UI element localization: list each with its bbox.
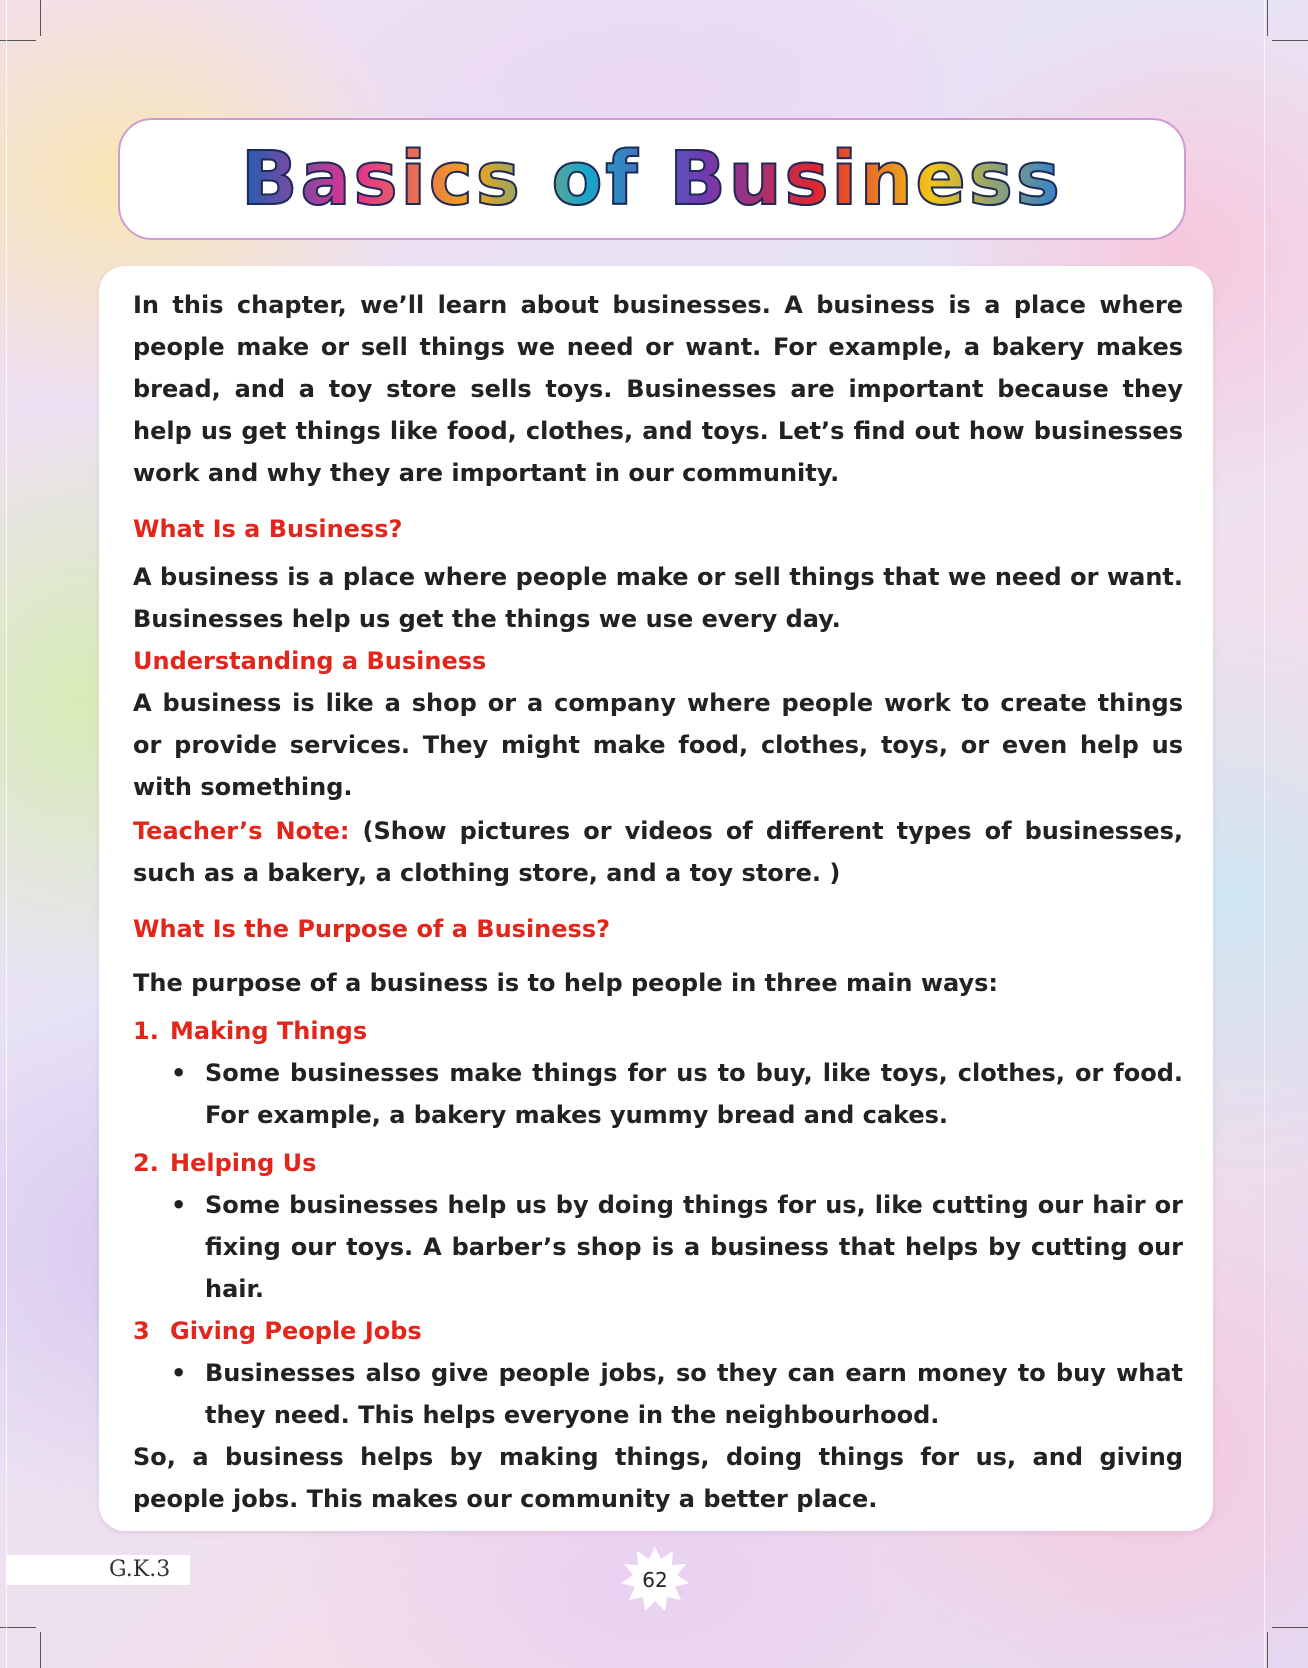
crop-mark	[1272, 40, 1308, 41]
bullet-text: Some businesses help us by doing things for us, like cutting our hair or fixing our toys. A barber’s shop is a business that helps by cutting our hair.	[205, 1191, 1183, 1303]
page-trim-edge	[6, 0, 7, 1668]
bullet-item	[171, 1352, 1183, 1436]
page-number: 62	[642, 1568, 668, 1592]
intro-paragraph: In this chapter, we’ll learn about businesses. A business is a place where people make or sell things we need or want. For example, a bakery makes bread, and a toy store sells toys. Businesses are important because they help us get things like food, clothes, and toys. Let’s find out how businesses work and why they are important in our community.	[133, 291, 1183, 487]
crop-mark	[1267, 0, 1268, 36]
list-item-title: Giving People Jobs	[170, 1317, 422, 1345]
list-number: 3	[133, 1317, 150, 1345]
page-title: Basics of Business	[241, 136, 1063, 222]
teacher-note	[133, 810, 1183, 894]
bullet-icon: •	[171, 1191, 187, 1219]
heading-understanding-business: Understanding a Business	[133, 647, 487, 675]
teacher-note-text: (Show pictures or videos of different types of businesses, such as a bakery, a clothing store, and a toy store. )	[133, 817, 1183, 887]
book-label: G.K.3	[6, 1555, 190, 1585]
bullet-icon: •	[171, 1059, 187, 1087]
list-item-helping-us	[133, 1142, 1183, 1184]
page-trim-edge	[1264, 0, 1265, 1668]
content-card	[99, 266, 1213, 1531]
conclusion-paragraph: So, a business helps by making things, doing things for us, and giving people jobs. This makes our community a better place.	[133, 1443, 1183, 1513]
bullet-item	[171, 1052, 1183, 1136]
bullet-text: Some businesses make things for us to buy, like toys, clothes, or food. For example, a bakery makes yummy bread and cakes.	[205, 1059, 1183, 1129]
what-is-business-text: A business is a place where people make or sell things that we need or want. Businesses help us get the things we use every day.	[133, 563, 1183, 633]
understanding-business-text: A business is like a shop or a company where people work to create things or provide services. They might make food, clothes, toys, or even help us with something.	[133, 689, 1183, 801]
list-item-title: Helping Us	[170, 1149, 317, 1177]
list-number: 1.	[133, 1017, 159, 1045]
crop-mark	[40, 0, 41, 36]
heading-purpose-of-business: What Is the Purpose of a Business?	[133, 915, 611, 943]
purpose-intro: The purpose of a business is to help people in three main ways:	[133, 969, 998, 997]
crop-mark	[1272, 1627, 1308, 1628]
bullet-icon: •	[171, 1359, 187, 1387]
crop-mark	[1267, 1632, 1268, 1668]
teacher-note-label: Teacher’s Note:	[133, 817, 350, 845]
list-item-giving-jobs	[133, 1310, 1183, 1352]
list-number: 2.	[133, 1149, 159, 1177]
title-banner	[118, 118, 1186, 240]
bullet-item	[171, 1184, 1183, 1310]
heading-what-is-business: What Is a Business?	[133, 515, 403, 543]
crop-mark	[40, 1632, 41, 1668]
list-item-making-things	[133, 1010, 1183, 1052]
page-number-badge	[620, 1545, 690, 1615]
bullet-text: Businesses also give people jobs, so they can earn money to buy what they need. This helps everyone in the neighbourhood.	[205, 1359, 1183, 1429]
list-item-title: Making Things	[170, 1017, 368, 1045]
